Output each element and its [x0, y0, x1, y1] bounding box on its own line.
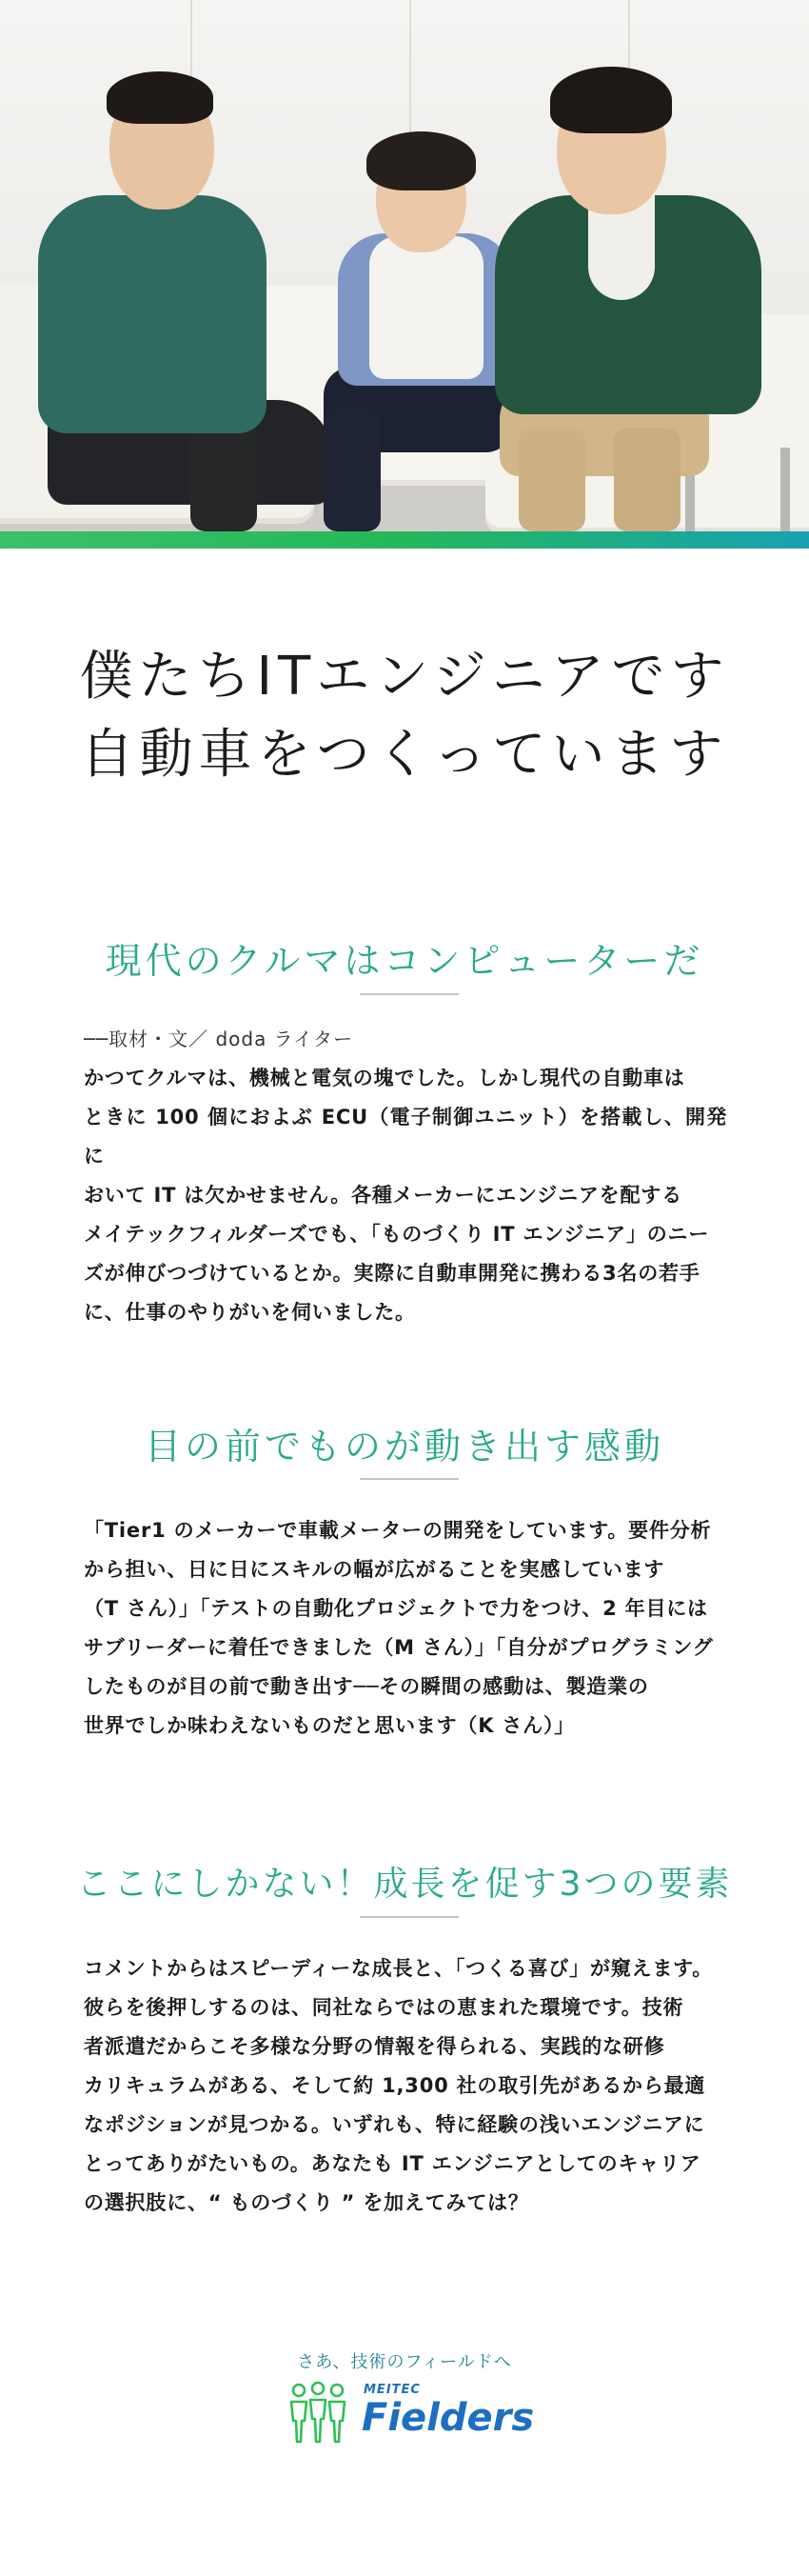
hero-photo	[0, 0, 809, 531]
tagline: さあ、技術のフィールドへ	[297, 2352, 512, 2372]
person-shin	[519, 429, 585, 531]
section-divider	[360, 1916, 459, 1918]
body-line: 世界でしか味わえないものだと思います（K さん）」	[84, 1714, 576, 1737]
body-line: とってありがたいもの。あなたも IT エンジニアとしてのキャリア	[84, 2152, 701, 2175]
accent-gradient-bar	[0, 531, 809, 549]
section-divider	[360, 1478, 459, 1480]
body-line: なポジションが見つかる。いずれも、特に経験の浅いエンジニアに	[84, 2113, 705, 2136]
byline: ──取材・文／ doda ライター	[84, 1028, 354, 1050]
section-title-2: 目の前でものが動き出す感動	[144, 1426, 664, 1468]
body-line: から担い、日に日にスキルの幅が広がることを実感しています	[84, 1558, 665, 1581]
person-shin	[614, 429, 681, 531]
people-mark-icon	[287, 2379, 358, 2446]
section-title-1: 現代のクルマはコンピューターだ	[105, 940, 704, 982]
section-3-body	[84, 1949, 727, 2223]
logo-meitec-text: MEITEC	[364, 2383, 421, 2397]
body-line: （T さん）」「テストの自動化プロジェクトで力をつけ、2 年目には	[84, 1597, 708, 1620]
person-hair	[107, 71, 213, 124]
logo-fielders-text: Fielders	[362, 2396, 535, 2440]
body-line: サブリーダーに着任できました（M さん）」「自分がプログラミング	[84, 1636, 714, 1659]
body-line: カリキュラムがある、そして約 1,300 社の取引先があるから最適	[84, 2074, 706, 2097]
person-shin	[324, 409, 381, 531]
section-title-3: ここにしかない！成長を促す3つの要素	[76, 1865, 733, 1904]
body-line: コメントからはスピーディーな成長と、「つくる喜び」が窺えます。	[84, 1957, 714, 1980]
meitec-fielders-logo	[287, 2379, 535, 2446]
person-hair	[550, 67, 672, 133]
person-shin	[190, 419, 257, 531]
section-divider	[360, 993, 459, 995]
section-1-body	[84, 1059, 727, 1332]
person-vest	[369, 236, 483, 379]
body-line: ズが伸びつづけているとか。実際に自動車開発に携わる3名の若手	[84, 1262, 700, 1285]
person-hair	[366, 131, 476, 190]
body-line: 「Tier1 のメーカーで車載メーターの開発をしています。要件分析	[84, 1519, 712, 1542]
headline-line-2: 自動車をつくっています	[80, 724, 729, 786]
body-line: おいて IT は欠かせません。各種メーカーにエンジニアを配する	[84, 1184, 682, 1207]
body-line: に、仕事のやりがいを伺いました。	[84, 1301, 416, 1324]
body-line: 者派遣だからこそ多様な分野の情報を得られる、実践的な研修	[84, 2035, 665, 2058]
body-line: メイテックフィルダーズでも、「ものづくり IT エンジニア」のニー	[84, 1223, 710, 1246]
body-line: かつてクルマは、機械と電気の塊でした。しかし現代の自動車は	[84, 1067, 685, 1089]
main-headline	[0, 638, 809, 794]
body-line: ときに 100 個におよぶ ECU（電子制御ユニット）を搭載し、開発に	[84, 1106, 727, 1168]
headline-line-1: 僕たちITエンジニアです	[79, 646, 730, 708]
section-2-body	[84, 1511, 727, 1746]
body-line: したものが目の前で動き出す──その瞬間の感動は、製造業の	[84, 1675, 649, 1698]
body-line: の選択肢に、“ ものづくり ” を加えてみては？	[84, 2191, 529, 2214]
sofa-leg	[780, 448, 790, 531]
person-sweater	[38, 195, 266, 433]
body-line: 彼らを後押しするのは、同社ならではの恵まれた環境です。技術	[84, 1996, 684, 2019]
